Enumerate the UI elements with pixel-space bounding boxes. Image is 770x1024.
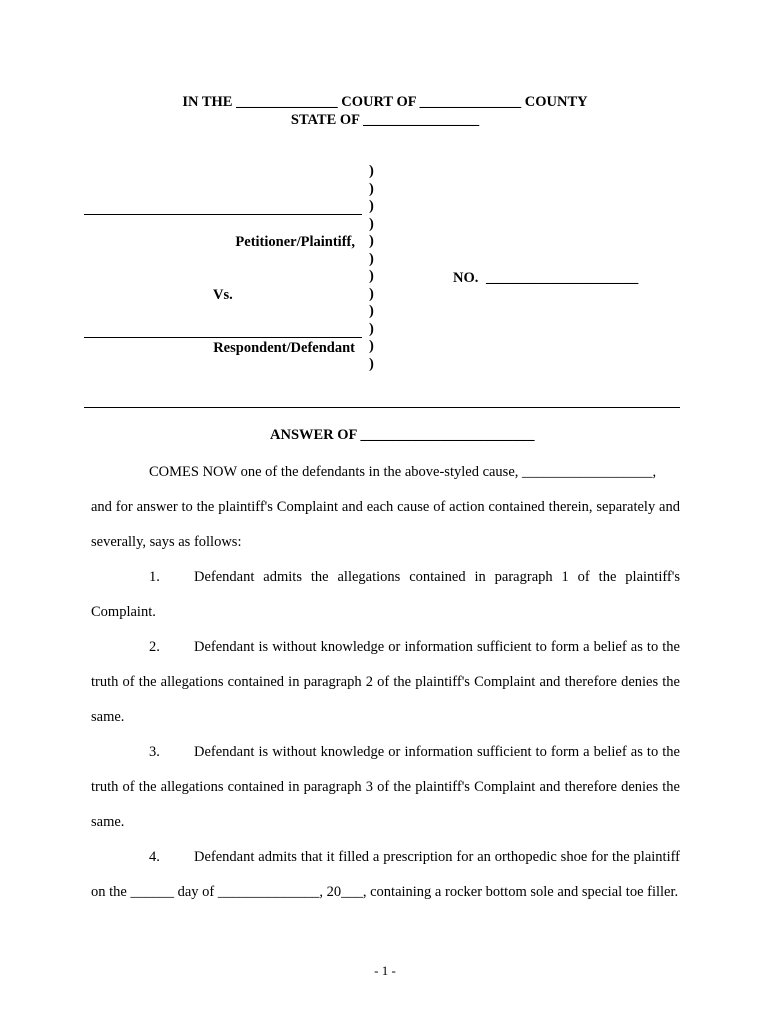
numbered-paragraph: [91, 840, 680, 910]
paren: ): [369, 250, 374, 267]
paragraph-text: Defendant is without knowledge or information sufficient to form a belief as to the truth of the allegations contained in paragraph 3 of the plaintiff's Complaint and therefore denies the same.: [91, 744, 680, 830]
paren: ): [369, 198, 374, 214]
page-number: - 1 -: [374, 963, 396, 978]
vs-label: Vs.: [213, 287, 233, 303]
paren: ): [369, 215, 374, 232]
document-body: [91, 455, 680, 910]
paragraph-number: 3.: [149, 744, 160, 760]
paragraph-text: Defendant admits that it filled a prescription for an orthopedic shoe for the plaintiff on the ______ day of ______________, 20___, containing a rocker bottom sole and special toe filler.: [91, 849, 680, 900]
paren: ): [369, 268, 374, 284]
petitioner-label: Petitioner/Plaintiff,: [235, 234, 355, 250]
paren: ): [369, 320, 374, 337]
intro-line: COMES NOW one of the defendants in the above-styled cause, __________________,: [149, 464, 657, 480]
paren: ): [369, 355, 374, 372]
paren: ): [369, 233, 374, 249]
intro-continuation: and for answer to the plaintiff's Complaint and each cause of action contained therein, separately and severally, says as follows:: [91, 499, 680, 550]
paragraph-text: Defendant is without knowledge or information sufficient to form a belief as to the truth of the allegations contained in paragraph 2 of the plaintiff's Complaint and therefore denies the same.: [91, 639, 680, 725]
paren: ): [369, 163, 374, 179]
state-header-line: STATE OF ________________: [290, 112, 480, 128]
petitioner-name-line[interactable]: [84, 214, 362, 215]
numbered-paragraph: [91, 735, 680, 840]
respondent-label: Respondent/Defendant: [213, 340, 355, 356]
paren: ): [369, 180, 374, 197]
paren: ): [369, 285, 374, 302]
numbered-paragraph: [91, 560, 680, 630]
paren: ): [369, 303, 374, 319]
court-header-line: IN THE ______________ COURT OF ______________ COUNTY: [182, 94, 588, 110]
paren: ): [369, 338, 374, 354]
case-number-field[interactable]: _____________________: [486, 270, 639, 286]
numbered-paragraph: [91, 630, 680, 735]
answer-title: ANSWER OF ________________________: [270, 427, 535, 443]
paragraph-number: 4.: [149, 849, 160, 865]
caption-divider: [84, 407, 680, 408]
case-number-label: NO.: [453, 270, 479, 286]
paragraph-text: Defendant admits the allegations contained in paragraph 1 of the plaintiff's Complaint.: [91, 569, 680, 620]
respondent-name-line[interactable]: [84, 337, 362, 338]
paragraph-number: 2.: [149, 639, 160, 655]
caption-parentheses: [369, 163, 379, 373]
paragraph-number: 1.: [149, 569, 160, 585]
